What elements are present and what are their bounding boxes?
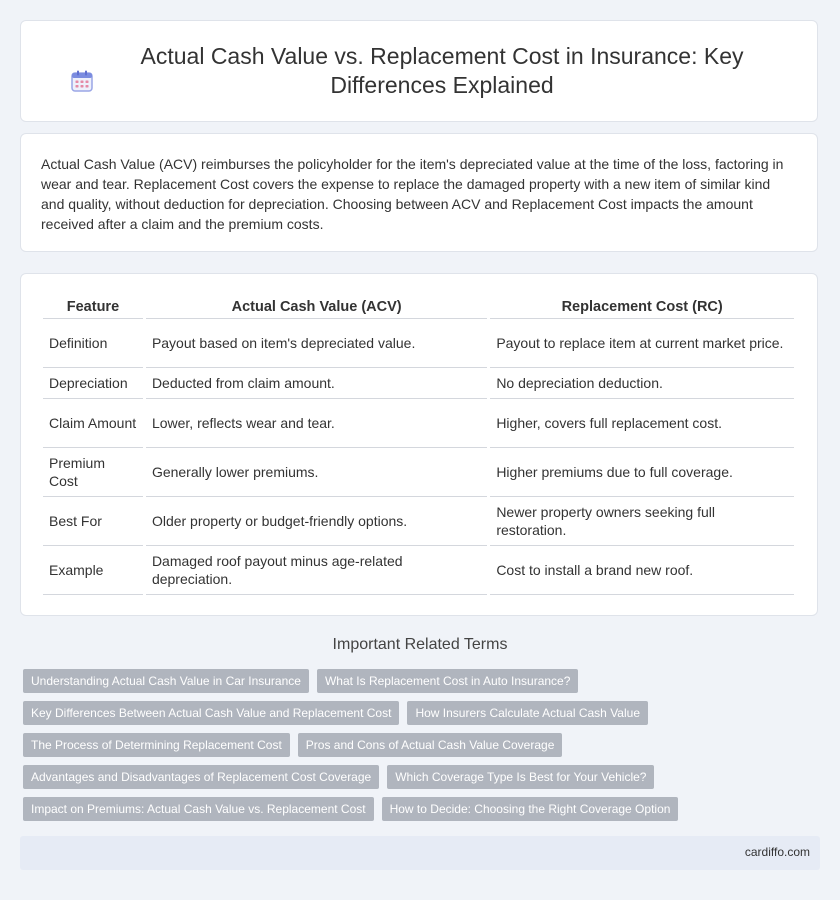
tag-row xyxy=(23,733,803,757)
rc-cell: No depreciation deduction. xyxy=(490,368,794,399)
related-terms-list xyxy=(23,669,803,829)
footer-site-link[interactable]: cardiffo.com xyxy=(744,845,810,859)
related-term-tag[interactable]: What Is Replacement Cost in Auto Insurance? xyxy=(317,669,578,693)
table-header-row xyxy=(43,292,794,319)
acv-cell: Deducted from claim amount. xyxy=(146,368,487,399)
header-feature: Feature xyxy=(43,292,143,319)
table-row xyxy=(43,546,794,595)
calendar-icon xyxy=(69,68,95,94)
table-row xyxy=(43,319,794,368)
tag-row xyxy=(23,765,803,789)
footer xyxy=(20,836,820,870)
rc-cell: Higher premiums due to full coverage. xyxy=(490,448,794,497)
related-term-tag[interactable]: Key Differences Between Actual Cash Value and Replacement Cost xyxy=(23,701,399,725)
related-term-tag[interactable]: Understanding Actual Cash Value in Car Insurance xyxy=(23,669,309,693)
related-term-tag[interactable]: Advantages and Disadvantages of Replacement Cost Coverage xyxy=(23,765,379,789)
feature-cell: Definition xyxy=(43,319,143,368)
acv-cell: Older property or budget-friendly options. xyxy=(146,497,487,546)
acv-cell: Payout based on item's depreciated value. xyxy=(146,319,487,368)
related-term-tag[interactable]: The Process of Determining Replacement Cost xyxy=(23,733,290,757)
rc-cell: Newer property owners seeking full restoration. xyxy=(490,497,794,546)
feature-cell: Best For xyxy=(43,497,143,546)
comparison-table xyxy=(40,292,797,595)
feature-cell: Claim Amount xyxy=(43,399,143,448)
title-wrap xyxy=(69,42,769,100)
rc-cell: Payout to replace item at current market price. xyxy=(490,319,794,368)
title-card xyxy=(20,20,818,122)
feature-cell: Premium Cost xyxy=(43,448,143,497)
page-title: Actual Cash Value vs. Replacement Cost in Insurance: Key Differences Explained xyxy=(140,43,744,98)
tag-row xyxy=(23,701,803,725)
feature-cell: Depreciation xyxy=(43,368,143,399)
summary-card xyxy=(20,133,818,252)
related-term-tag[interactable]: Pros and Cons of Actual Cash Value Coverage xyxy=(298,733,563,757)
acv-cell: Generally lower premiums. xyxy=(146,448,487,497)
header-rc: Replacement Cost (RC) xyxy=(490,292,794,319)
related-terms-title: Important Related Terms xyxy=(332,636,508,653)
acv-cell: Lower, reflects wear and tear. xyxy=(146,399,487,448)
summary-text: Actual Cash Value (ACV) reimburses the policyholder for the item's depreciated value at the time of the loss, factoring in wear and tear. Replacement Cost covers the expense to replace the damaged property with a new item of similar kind and quality, without deduction for depreciation. Choosing between ACV and Replacement Cost impacts the amount received after a claim and the premium costs. xyxy=(41,156,784,232)
table-row xyxy=(43,399,794,448)
table-row xyxy=(43,448,794,497)
table-row xyxy=(43,368,794,399)
feature-cell: Example xyxy=(43,546,143,595)
related-term-tag[interactable]: Which Coverage Type Is Best for Your Vehicle? xyxy=(387,765,654,789)
related-term-tag[interactable]: How Insurers Calculate Actual Cash Value xyxy=(407,701,648,725)
comparison-table-card xyxy=(20,273,818,616)
related-term-tag[interactable]: Impact on Premiums: Actual Cash Value vs. Replacement Cost xyxy=(23,797,374,821)
related-term-tag[interactable]: How to Decide: Choosing the Right Coverage Option xyxy=(382,797,679,821)
tag-row xyxy=(23,797,803,821)
rc-cell: Cost to install a brand new roof. xyxy=(490,546,794,595)
table-row xyxy=(43,497,794,546)
tag-row xyxy=(23,669,803,693)
header-acv: Actual Cash Value (ACV) xyxy=(146,292,487,319)
acv-cell: Damaged roof payout minus age-related depreciation. xyxy=(146,546,487,595)
rc-cell: Higher, covers full replacement cost. xyxy=(490,399,794,448)
